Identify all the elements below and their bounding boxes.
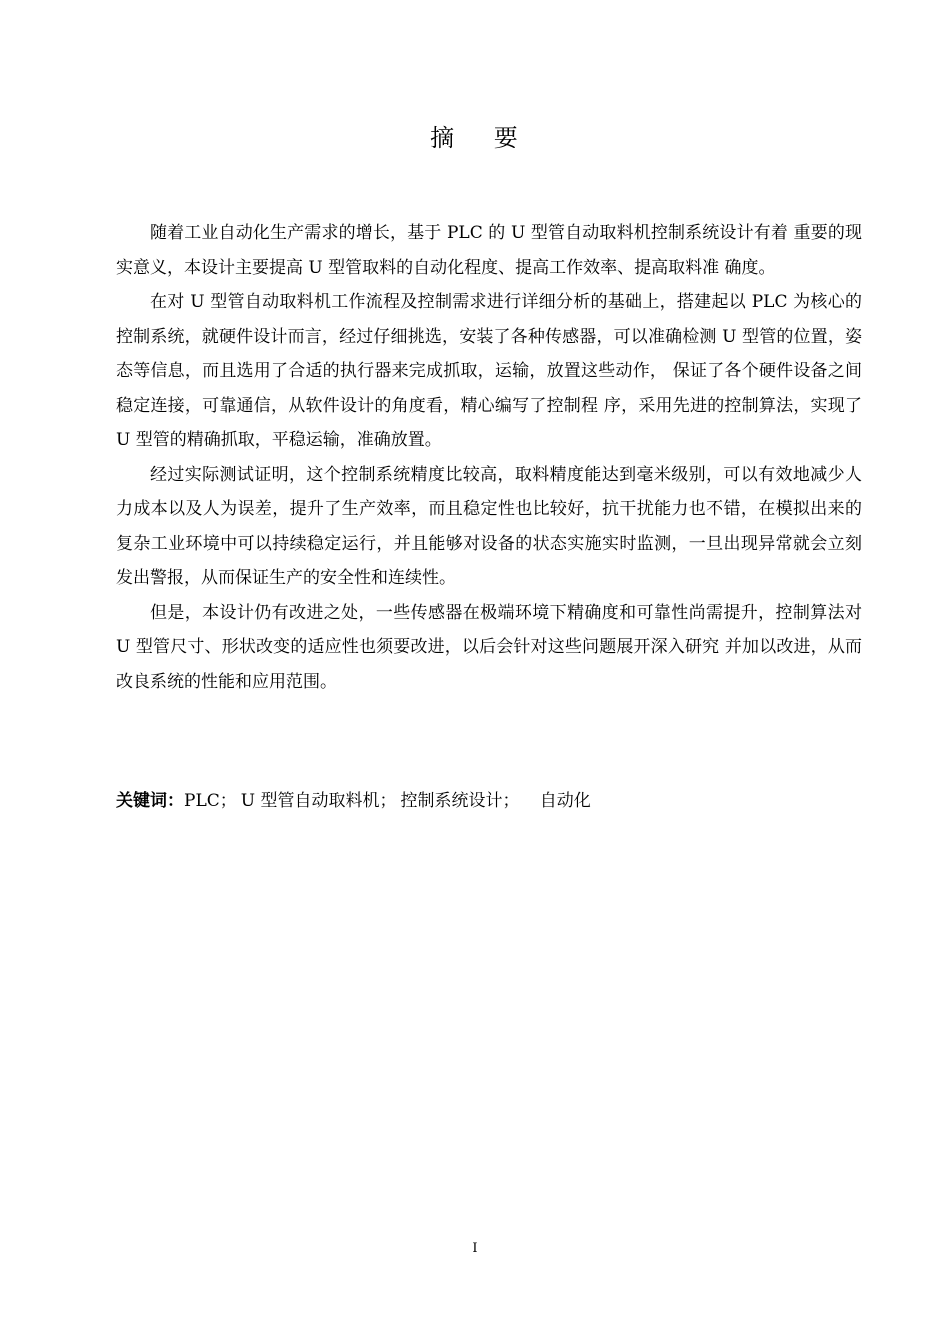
keyword-separator: ； bbox=[219, 791, 237, 811]
abstract-paragraph-4: 但是，本设计仍有改进之处，一些传感器在极端环境下精确度和可靠性尚需提升，控制算法对 U 型管尺寸、形状改变的适应性也须要改进，以后会针对这些问题展开深入研究 并加以改进，从而改良系统的性能和应用范围。 bbox=[116, 602, 862, 692]
keyword-item: 自动化 bbox=[539, 791, 591, 811]
abstract-paragraph-1: 随着工业自动化生产需求的增长，基于 PLC 的 U 型管自动取料机控制系统设计有着 重要的现实意义，本设计主要提高 U 型管取料的自动化程度、提高工作效率、提高取料准 确度。 bbox=[116, 223, 862, 278]
keyword-separator: ； bbox=[502, 791, 520, 811]
keywords-label: 关键词： bbox=[116, 791, 184, 811]
keyword-item: U 型管自动取料机 bbox=[240, 791, 380, 811]
abstract-paragraph-3: 经过实际测试证明，这个控制系统精度比较高，取料精度能达到毫米级别，可以有效地减少人力成本以及人为误差，提升了生产效率，而且稳定性也比较好，抗干扰能力也不错，在模拟出来的复杂工业环境中可以持续稳定运行，并且能够对设备的状态实施实时监测，一旦出现异常就会立刻发出警报，从而保证生产的安全性和连续性。 bbox=[116, 464, 862, 588]
keywords-line bbox=[116, 786, 862, 816]
keyword-separator: ； bbox=[379, 791, 397, 811]
page-number: I bbox=[472, 1241, 478, 1256]
keyword-item: 控制系统设计 bbox=[400, 791, 503, 811]
abstract-title: 摘 要 bbox=[430, 124, 534, 152]
keyword-item: PLC bbox=[184, 791, 220, 811]
abstract-paragraph-2: 在对 U 型管自动取料机工作流程及控制需求进行详细分析的基础上，搭建起以 PLC 为核心的控制系统，就硬件设计而言，经过仔细挑选，安装了各种传感器，可以准确检测 U 型管的位置，姿态等信息，而且选用了合适的执行器来完成抓取，运输，放置这些动作， 保证了各个硬件设备之间稳定连接，可靠通信，从软件设计的角度看，精心编写了控制程 序，采用先进的控制算法，实现了 U 型管的精确抓取，平稳运输，准确放置。 bbox=[116, 292, 862, 450]
abstract-body bbox=[116, 216, 862, 699]
